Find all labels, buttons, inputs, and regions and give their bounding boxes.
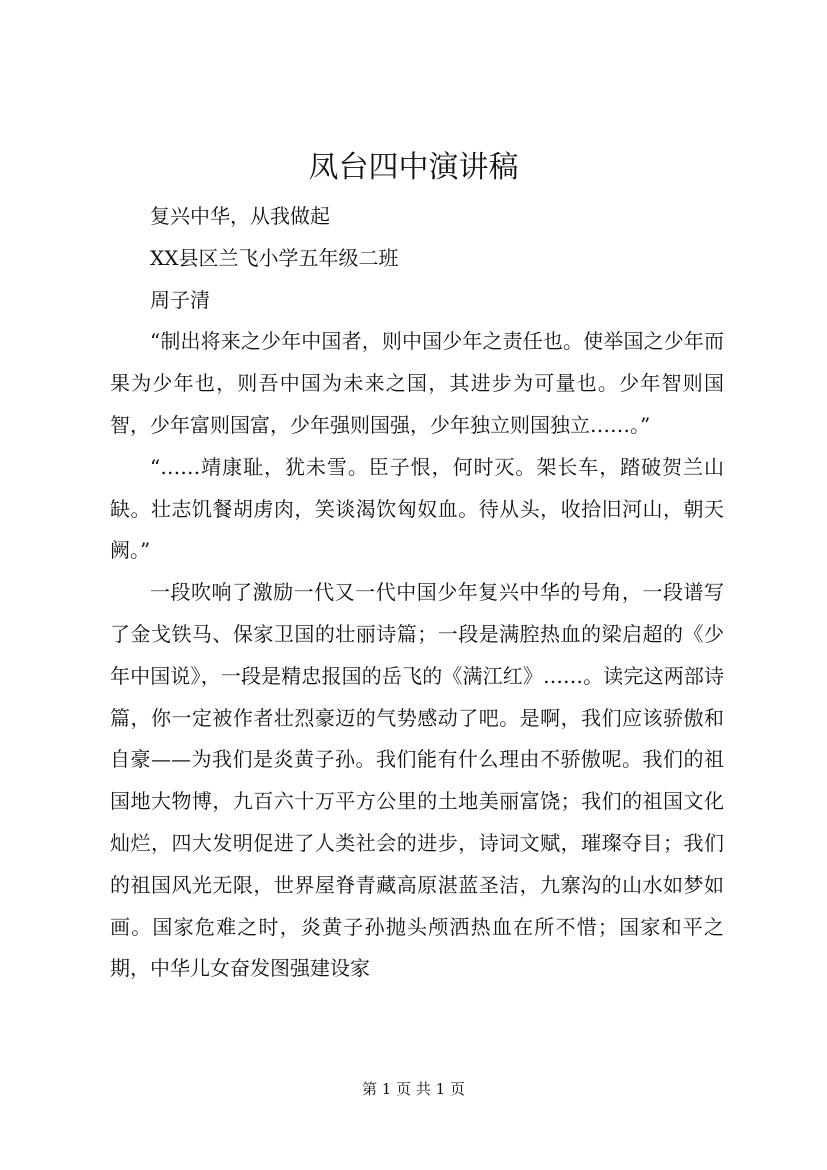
quote-paragraph-2: “……靖康耻，犹未雪。臣子恨，何时灭。架长车，踏破贺兰山缺。壮志饥餐胡虏肉，笑谈渴饮匈奴血。待从头，收拾旧河山，朝天阙。” bbox=[110, 454, 724, 563]
speaker-name: 周子清 bbox=[150, 287, 210, 312]
document-body bbox=[110, 196, 724, 990]
page-footer: 第 1 页 共 1 页 bbox=[362, 1080, 465, 1098]
speaker-affiliation: XX县区兰飞小学五年级二班 bbox=[150, 245, 399, 270]
speech-subtitle: 复兴中华，从我做起 bbox=[150, 204, 330, 228]
body-paragraph: 一段吹响了激励一代又一代中国少年复兴中华的号角，一段谱写了金戈铁马、保家卫国的壮丽诗篇；一段是满腔热血的梁启超的《少年中国说》，一段是精忠报国的岳飞的《满江红》……。读完这两部诗篇，你一定被作者壮烈豪迈的气势感动了吧。是啊，我们应该骄傲和自豪——为我们是炎黄子孙。我们能有什么理由不骄傲呢。我们的祖国地大物博，九百六十万平方公里的土地美丽富饶；我们的祖国文化灿烂，四大发明促进了人类社会的进步，诗词文赋，璀璨夺目；我们的祖国风光无限，世界屋脊青藏高原湛蓝圣洁，九寨沟的山水如梦如画。国家危难之时，炎黄子孙抛头颅洒热血在所不惜；国家和平之期，中华儿女奋发图强建设家 bbox=[110, 580, 724, 981]
quote-paragraph-1: “制出将来之少年中国者，则中国少年之责任也。使举国之少年而果为少年也，则吾中国为未来之国，其进步为可量也。少年智则国智，少年富则国富，少年强则国强，少年独立则国独立……。” bbox=[110, 329, 724, 437]
page-title: 凤台四中演讲稿 bbox=[308, 150, 519, 185]
